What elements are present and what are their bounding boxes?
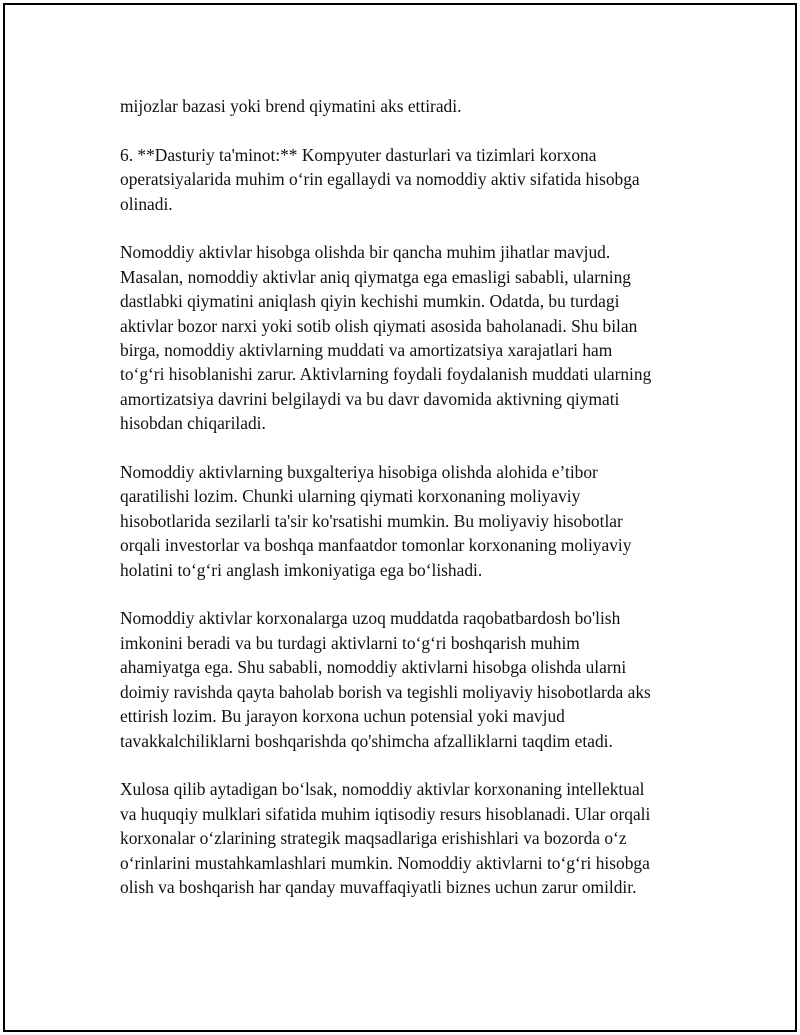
paragraph-competitiveness: Nomoddiy aktivlar korxonalarga uzoq muddatda raqobatbardosh bo'lish imkonini beradi va bu turdagi aktivlarni to‘g‘ri boshqarish muhim ahamiyatga ega. Shu sababli, nomoddiy aktivlarni hisobga olishda ularni doimiy ravishda qayta baholab borish va tegishli moliyaviy hisobotlarda aks ettirish lozim. Bu jarayon korxona uchun potensial yoki mavjud tavakkalchiliklarni boshqarishda qo'shimcha afzalliklarni taqdim etadi. xyxy=(120,608,651,751)
paragraph-conclusion: Xulosa qilib aytadigan bo‘lsak, nomoddiy aktivlar korxonaning intellektual va huquqiy mulklari sifatida muhim iqtisodiy resurs hisoblanadi. Ular orqali korxonalar o‘zlarining strategik maqsadlariga erishishlari va bozorda o‘z o‘rinlarini mustahkamlashlari mumkin. Nomoddiy aktivlarni to‘g‘ri hisobga olish va boshqarish har qanday muvaffaqiyatli biznes uchun zarur omildir. xyxy=(120,779,651,897)
paragraph-accounting-aspects: Nomoddiy aktivlar hisobga olishda bir qancha muhim jihatlar mavjud. Masalan, nomoddiy aktivlar aniq qiymatga ega emasligi sababli, ularning dastlabki qiymatini aniqlash qiyin kechishi mumkin. Odatda, bu turdagi aktivlar bozor narxi yoki sotib olish qiymati asosida baholanadi. Shu bilan birga, nomoddiy aktivlarning muddati va amortizatsiya xarajatlari ham to‘g‘ri hisoblanishi zarur. Aktivlarning foydali foydalanish muddati ularning amortizatsiya davrini belgilaydi va bu davr davomida aktivning qiymati hisobdan chiqariladi. xyxy=(120,242,652,434)
paragraph-bookkeeping-attention: Nomoddiy aktivlarning buxgalteriya hisobiga olishda alohida e’tibor qaratilishi lozim. Chunki ularning qiymati korxonaning moliyaviy hisobotlarida sezilarli ta'sir ko'rsatishi mumkin. Bu moliyaviy hisobotlar orqali investorlar va boshqa manfaatdor tomonlar korxonaning moliyaviy holatini to‘g‘ri anglash imkoniyatiga ega bo‘lishadi. xyxy=(120,462,632,580)
document-body xyxy=(120,94,690,924)
paragraph-continuation: mijozlar bazasi yoki brend qiymatini aks ettiradi. xyxy=(120,96,462,116)
document-page xyxy=(3,3,797,1032)
paragraph-software-item: 6. **Dasturiy ta'minot:** Kompyuter dasturlari va tizimlari korxona operatsiyalarida muhim o‘rin egallaydi va nomoddiy aktiv sifatida hisobga olinadi. xyxy=(120,144,640,214)
